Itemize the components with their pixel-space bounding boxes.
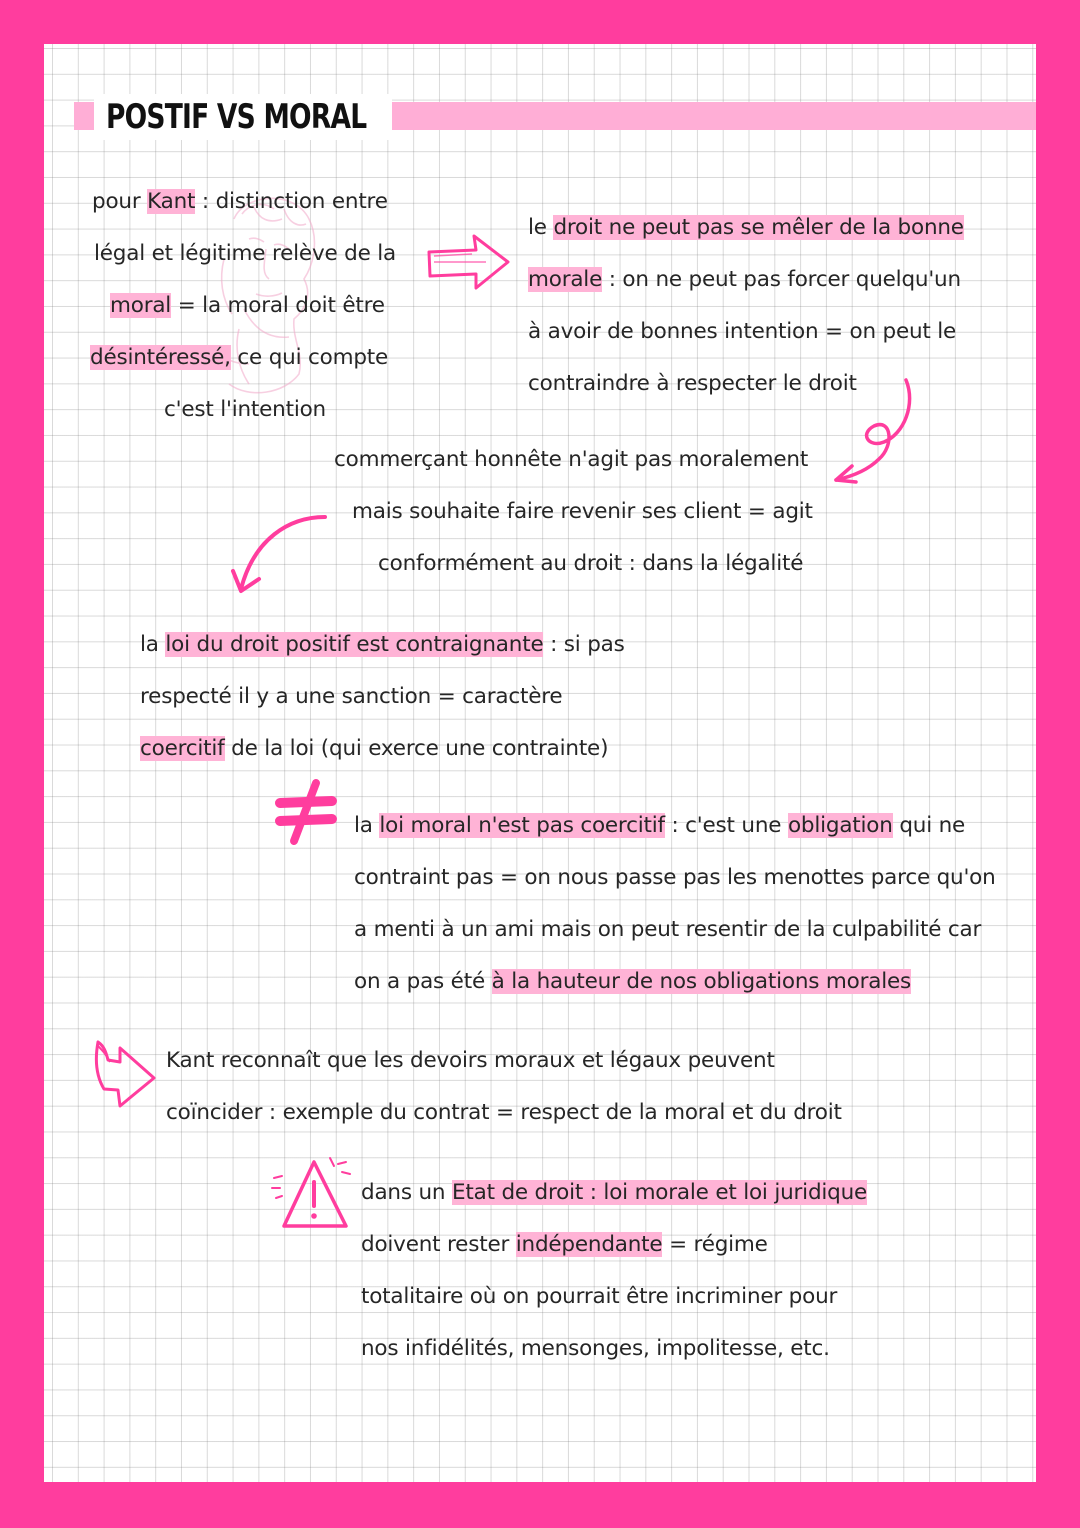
turn-arrow-icon [90, 1034, 160, 1114]
curly-arrow-icon [824, 374, 924, 484]
kant-line-2: légal et légitime relève de la [94, 241, 396, 266]
right-arrow-outline-icon [426, 232, 512, 292]
etat-line-3: totalitaire où on pourrait être incriminer pour [361, 1284, 838, 1309]
etat-line-4: nos infidélités, mensonges, impolitesse, etc. [361, 1336, 830, 1361]
droit-line-4: contraindre à respecter le droit [528, 371, 857, 396]
kant-line-5: c'est l'intention [164, 397, 326, 422]
curved-arrow-icon [229, 509, 329, 604]
not-equal-icon [276, 779, 336, 845]
loi-positif-line-2: respecté il y a une sanction = caractère [140, 684, 563, 709]
commercant-line-3: conformément au droit : dans la légalité [378, 551, 804, 576]
kant-line-1: pour Kant : distinction entre [92, 189, 388, 214]
loi-moral-line-4: on a pas été à la hauteur de nos obligations morales [354, 969, 912, 994]
coincide-line-2: coïncider : exemple du contrat = respect de la moral et du droit [166, 1100, 842, 1125]
coincide-line-1: Kant reconnaît que les devoirs moraux et légaux peuvent [166, 1048, 775, 1073]
commercant-line-2: mais souhaite faire revenir ses client = agit [352, 499, 813, 524]
droit-line-3: à avoir de bonnes intention = on peut le [528, 319, 957, 344]
kant-line-4: désintéressé, ce qui compte [90, 345, 389, 370]
droit-line-2: morale : on ne peut pas forcer quelqu'un [528, 267, 961, 292]
droit-line-1: le droit ne peut pas se mêler de la bonne [528, 215, 964, 240]
loi-moral-line-1: la loi moral n'est pas coercitif : c'est une obligation qui ne [354, 813, 966, 838]
etat-line-1: dans un Etat de droit : loi morale et loi juridique [361, 1180, 868, 1205]
commercant-line-1: commerçant honnête n'agit pas moralement [334, 447, 809, 472]
loi-moral-line-3: a menti à un ami mais on peut resentir de la culpabilité car [354, 917, 982, 942]
page-title: POSTIF VS MORAL [106, 97, 367, 137]
warning-icon [268, 1154, 358, 1234]
loi-positif-line-3: coercitif de la loi (qui exerce une contrainte) [140, 736, 609, 761]
etat-line-2: doivent rester indépendante = régime [361, 1232, 768, 1257]
loi-moral-line-2: contraint pas = on nous passe pas les menottes parce qu'on [354, 865, 996, 890]
title-box [94, 94, 392, 140]
loi-positif-line-1: la loi du droit positif est contraignante : si pas [140, 632, 625, 657]
kant-line-3: moral = la moral doit être [110, 293, 385, 318]
notebook-page [44, 44, 1036, 1482]
